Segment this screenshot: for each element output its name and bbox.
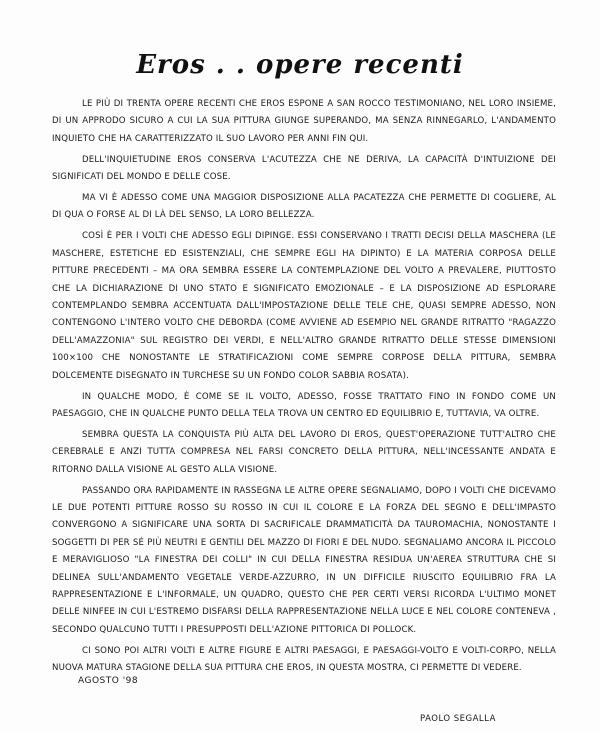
document-body bbox=[52, 96, 556, 681]
author-signature: PAOLO SEGALLA bbox=[420, 714, 496, 724]
paragraph: DELL'INQUIETUDINE EROS CONSERVA L'ACUTEZZA CHE NE DERIVA, LA CAPACITÀ D'INTUIZIONE DEI SIGNIFICATI DEL MONDO E DELLE COSE. bbox=[52, 154, 556, 183]
paragraph: SEMBRA QUESTA LA CONQUISTA PIÙ ALTA DEL LAVORO DI EROS, QUEST'OPERAZIONE TUTT'ALTRO CHE CEREBRALE E ANZI TUTTA COMPRESA NEL FARSI CONCRETO DELLA PITTURA, NELL'INCESSANTE ANDATA E RITORNO DALLA VISIONE AL GESTO ALLA VISIONE. bbox=[52, 429, 556, 475]
paragraph: IN QUALCHE MODO, È COME SE IL VOLTO, ADESSO, FOSSE TRATTATO FINO IN FONDO COME UN PAESAGGIO, CHE IN QUALCHE PUNTO DELLA TELA TROVA UN CENTRO ED EQUILIBRIO E, TUTTAVIA, VA OLTRE. bbox=[52, 391, 556, 419]
paragraph: CI SONO POI ALTRI VOLTI E ALTRE FIGURE E ALTRI PAESAGGI, E PAESAGGI-VOLTO E VOLTI-CORPO, NELLA NUOVA MATURA STAGIONE DELLA SUA PITTURA CHE EROS, IN QUESTA MOSTRA, CI PERMETTE DI VEDERE. bbox=[52, 645, 556, 674]
paragraph: LE PIÙ DI TRENTA OPERE RECENTI CHE EROS ESPONE A SAN ROCCO TESTIMONIANO, NEL LORO INSIEME, DI UN APPRODO SICURO A CUI LA SUA PITTURA GIUNGE SUPERANDO, MA SENZA RINNEGARLO, L'ANDAMENTO INQUIETO CHE HA CARATTERIZZATO IL SUO LAVORO PER ANNI FIN QUI. bbox=[52, 99, 556, 144]
document-title: Eros . . opere recenti bbox=[136, 50, 464, 80]
paragraph: MA VI È ADESSO COME UNA MAGGIOR DISPOSIZIONE ALLA PACATEZZA CHE PERMETTE DI COGLIERE, AL DI QUA O FORSE AL DI LÀ DEL SENSO, LA LORO BELLEZZA. bbox=[52, 193, 556, 221]
document-date: AGOSTO '98 bbox=[78, 676, 139, 686]
paragraph: PASSANDO ORA RAPIDAMENTE IN RASSEGNA LE ALTRE OPERE SEGNALIAMO, DOPO I VOLTI CHE DICEVAMO LE DUE POTENTI PITTURE ROSSO SU ROSSO IN CUI IL COLORE E LA FORZA DEL SEGNO E DELL'IMPASTO CONVERGONO A SIGNIFICARE UNA SORTA DI SACRIFICALE DRAMMATICITÀ DA TAUROMACHIA, NONOSTANTE I SOGGETTI DI PER SÉ PIÙ NEUTRI E GENTILI DEL MAZZO DI FIORI E DEL NUDO. SEGNALIAMO ANCORA IL PICCOLO E MERAVIGLIOSO "LA FINESTRA DEI COLLI" IN CUI DELLA FINESTRA RESIDUA UN'AEREA STRUTTURA CHE SI DELINEA SULL'ANDAMENTO VEGETALE VERDE-AZZURRO, IN UN DIFFICILE RIUSCITO EQUILIBRIO FRA LA RAPPRESENTAZIONE E L'INFORMALE, UN QUADRO, QUESTO CHE PER CERTI VERSI RICORDA L'ULTIMO MONET DELLE NINFEE IN CUI L'ESTREMO DISFARSI DELLA RAPPRESENTAZIONE NELLA LUCE E NEL COLORE CONTENEVA , SECONDO QUALCUNO TUTTI I PRESUPPOSTI DELL'AZIONE PITTORICA DI POLLOCK. bbox=[52, 485, 556, 635]
paragraph: COSÌ È PER I VOLTI CHE ADESSO EGLI DIPINGE. ESSI CONSERVANO I TRATTI DECISI DELLA MASCHERA (LE MASCHERE, ESTETICHE ED ESISTENZIALI, CHE SEMPRE EGLI HA DIPINTO) E LA MATERIA CORPOSA DELLE PITTURE PRECEDENTI – MA ORA SEMBRA ESSERE LA CONTEMPLAZIONE DEL VOLTO A PREVALERE, PIUTTOSTO CHE LA DICHIARAZIONE DI UNO STATO E SIGNIFICATO EMOZIONALE – E LA DISPOSIZIONE AD ESPLORARE CONTEMPLANDO SEMBRA ACCENTUATA DALL'IMPOSTAZIONE DELLE TELE CHE, QUASI SEMPRE ADESSO, NON CONTENGONO L'INTERO VOLTO CHE DEBORDA (COME AVVIENE AD ESEMPIO NEL GRANDE RITRATTO "RAGAZZO DELL'AMAZZONIA" SUL REGISTRO DEI VERDI, E NELL'ALTRO GRANDE RITRATTO DELLE STESSE DIMENSIONI 100×100 CHE NONOSTANTE LE STRATIFICAZIONI COME SEMPRE CORPOSE DELLA PITTURA, SEMBRA DOLCEMENTE DISEGNATO IN TURCHESE SU UN FONDO COLOR SABBIA ROSATA). bbox=[52, 231, 556, 381]
